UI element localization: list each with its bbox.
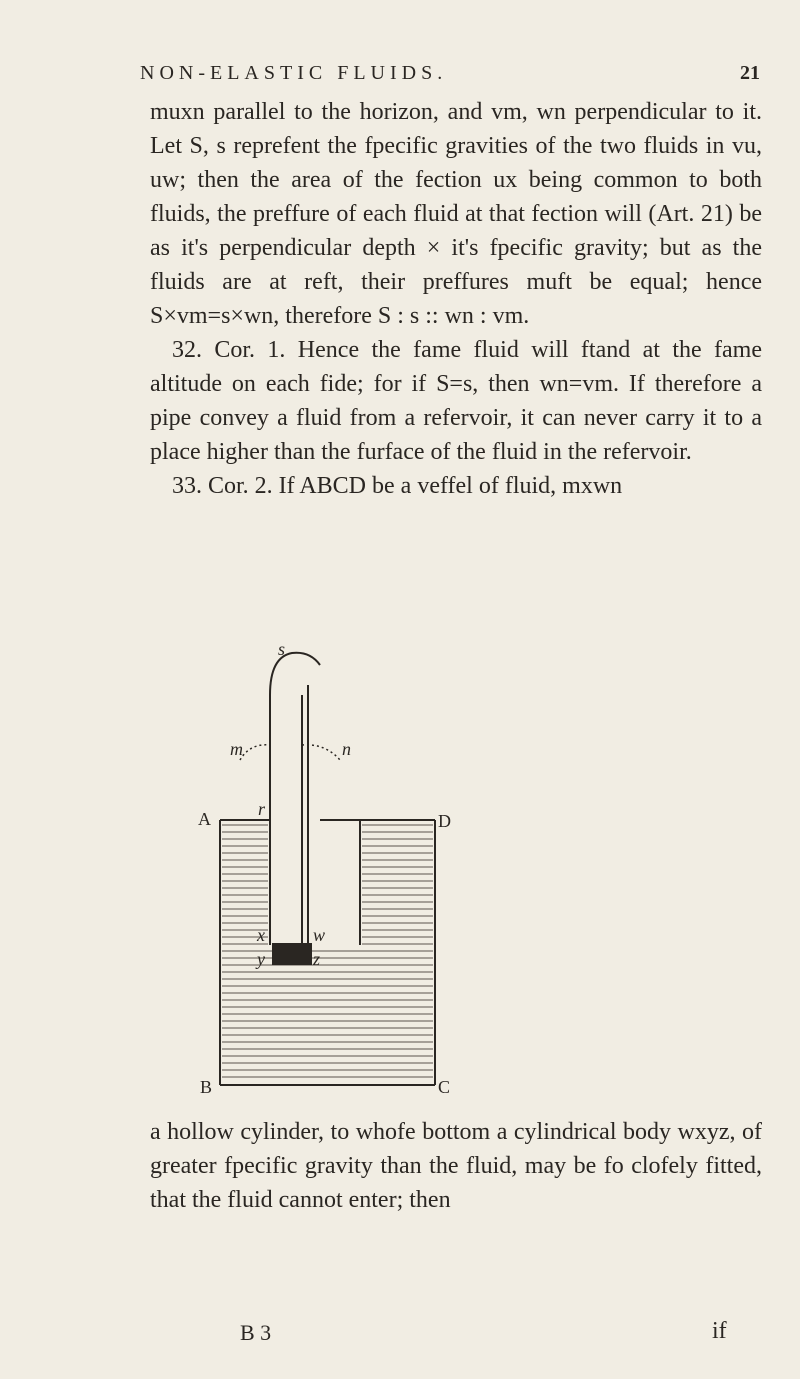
- body-text-top: [150, 95, 762, 503]
- page-header: [140, 62, 760, 92]
- label-z: z: [313, 949, 321, 969]
- label-n: n: [342, 739, 351, 759]
- pipe-bend: [270, 653, 320, 695]
- dotted-m: [240, 745, 270, 760]
- label-D: D: [438, 811, 451, 831]
- label-C: C: [438, 1077, 451, 1095]
- label-A: A: [198, 809, 211, 829]
- paragraph-33-continued: a hollow cylinder, to whofe bottom a cylindrical body wxyz, of greater fpecific gravity than the fluid, may be fo clofely fitted, that the fluid cannot enter; then: [150, 1119, 762, 1213]
- paragraph-32: 32. Cor. 1. Hence the fame fluid will ftand at the fame altitude on each fide; for if S=s, then wn=vm. If therefore a pipe convey a fluid from a refervoir, it can never carry it to a place higher than the furface of the fluid in the refervoir.: [150, 337, 762, 465]
- page-number: 21: [740, 62, 760, 84]
- paragraph-31-continued: muxn parallel to the horizon, and vm, wn perpendicular to it. Let S, s reprefent the fpecific gravities of the two fluids in vu, uw; then the area of the fection ux being common to both fluids, the preffure of each fluid at that fection will (Art. 21) be as it's perpendicular depth × it's fpecific gravity; but as the fluids are at reft, their preffures muft be equal; hence S×vm=s×wn, therefore S : s :: wn : vm.: [150, 99, 762, 329]
- label-r: r: [258, 799, 266, 819]
- vessel-figure: [180, 645, 480, 1095]
- signature-mark: B 3: [240, 1320, 272, 1345]
- label-x: x: [257, 925, 265, 945]
- body-text-bottom: [150, 1115, 762, 1217]
- catchword: if: [712, 1318, 727, 1344]
- label-y: y: [257, 949, 265, 969]
- label-m: m: [230, 739, 243, 759]
- running-title: NON-ELASTIC FLUIDS.: [140, 62, 448, 84]
- cylindrical-body-wxyz: [272, 943, 312, 965]
- label-B: B: [200, 1077, 213, 1095]
- label-s: s: [278, 645, 286, 659]
- paragraph-33: 33. Cor. 2. If ABCD be a veffel of fluid, mxwn: [172, 473, 623, 499]
- fluid-hatching: [222, 825, 433, 1077]
- label-w: w: [313, 925, 326, 945]
- vessel-diagram: [180, 645, 480, 1095]
